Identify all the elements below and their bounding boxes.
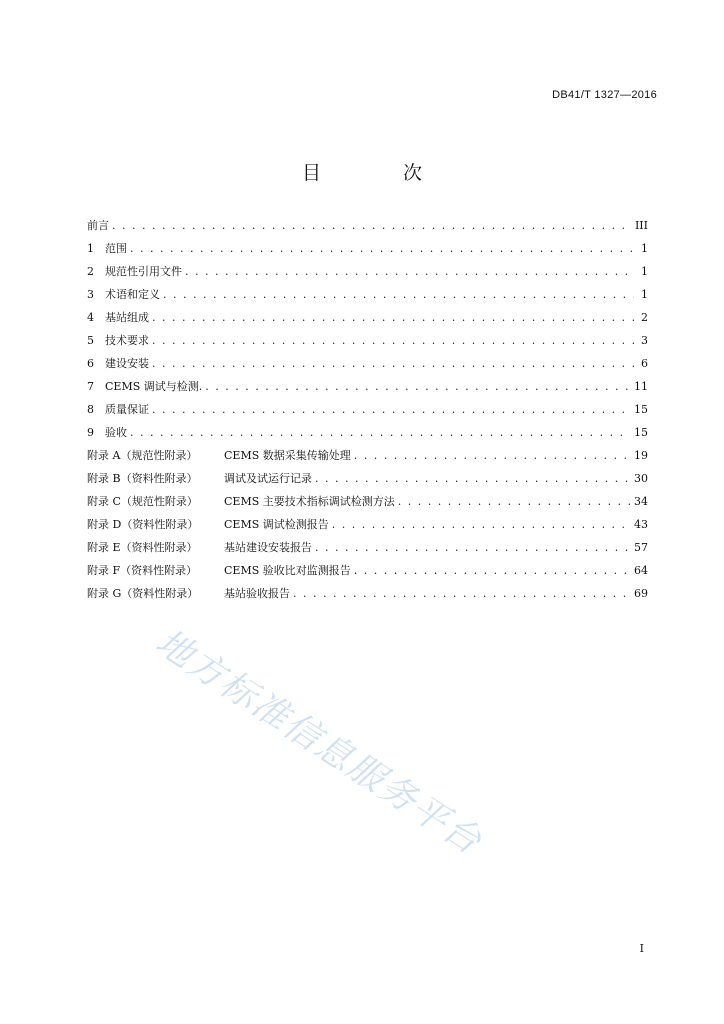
toc-section-title: 基站建设安装报告 xyxy=(224,541,312,554)
toc-section-number: 4 xyxy=(87,311,94,324)
toc-entry-label xyxy=(87,265,182,279)
toc-entry-2[interactable] xyxy=(87,265,648,288)
toc-page-number: 15 xyxy=(634,403,648,416)
toc-page-number: III xyxy=(634,219,648,232)
toc-entry-appendix-g[interactable] xyxy=(87,587,648,610)
toc-section-title: CEMS 调试与检测. xyxy=(105,380,203,393)
toc-entry-foreword[interactable] xyxy=(87,219,648,242)
toc-entry-label xyxy=(87,541,312,555)
toc-entry-9[interactable] xyxy=(87,426,648,449)
toc-section-number: 9 xyxy=(87,426,94,439)
dot-leader xyxy=(205,380,630,394)
toc-entry-8[interactable] xyxy=(87,403,648,426)
toc-section-number: 7 xyxy=(87,380,94,393)
toc-entry-label xyxy=(87,449,351,463)
toc-section-title: 建设安装 xyxy=(105,357,149,370)
toc-entry-label xyxy=(87,311,149,325)
toc-section-title: 范围 xyxy=(105,242,127,255)
toc-page-number: 6 xyxy=(641,357,648,370)
toc-page-number: 2 xyxy=(641,311,648,324)
toc-section-title: CEMS 验收比对监测报告 xyxy=(224,564,351,577)
toc-entry-5[interactable] xyxy=(87,334,648,357)
toc-entry-label xyxy=(87,518,329,532)
toc-page-number: 64 xyxy=(634,564,648,577)
toc-entry-label xyxy=(87,403,149,417)
dot-leader xyxy=(152,311,634,325)
toc-entry-7[interactable] xyxy=(87,380,648,403)
toc-entry-label: 前言 xyxy=(87,219,109,232)
toc-entry-label xyxy=(87,564,351,578)
toc-section-number: 1 xyxy=(87,242,94,255)
toc-entry-1[interactable] xyxy=(87,242,648,265)
toc-section-title: CEMS 主要技术指标调试检测方法 xyxy=(224,495,395,508)
toc-appendix-label: 附录 C（规范性附录） xyxy=(87,495,198,508)
toc-page-number: 1 xyxy=(641,265,648,278)
toc-page-number: 3 xyxy=(641,334,648,347)
standard-code: DB41/T 1327—2016 xyxy=(552,89,657,101)
toc-page-number: 57 xyxy=(634,541,648,554)
toc-page-number: 30 xyxy=(634,472,648,485)
toc-section-title: 调试及试运行记录 xyxy=(224,472,312,485)
toc-entry-label xyxy=(87,357,149,371)
toc-entry-label xyxy=(87,472,312,486)
toc-appendix-label: 附录 F（资料性附录） xyxy=(87,564,198,577)
toc-section-title: 验收 xyxy=(105,426,127,439)
toc-section-title: 质量保证 xyxy=(105,403,149,416)
toc-entry-6[interactable] xyxy=(87,357,648,380)
toc-entry-label xyxy=(87,242,127,256)
toc-entry-appendix-a[interactable] xyxy=(87,449,648,472)
page-title: 目 次 xyxy=(301,162,461,184)
toc-section-title: CEMS 调试检测报告 xyxy=(224,518,329,531)
toc-appendix-label: 附录 E（资料性附录） xyxy=(87,541,198,554)
toc-entry-3[interactable] xyxy=(87,288,648,311)
toc-page-number: 43 xyxy=(634,518,648,531)
toc-page-number: 34 xyxy=(634,495,648,508)
toc-section-number: 8 xyxy=(87,403,94,416)
toc-page-number: 1 xyxy=(641,288,648,301)
toc-entry-4[interactable] xyxy=(87,311,648,334)
page-number: I xyxy=(639,942,644,955)
watermark: 地方标准信息服务平台 xyxy=(148,621,490,864)
toc-appendix-label: 附录 G（资料性附录） xyxy=(87,587,199,600)
dot-leader xyxy=(130,426,630,440)
dot-leader xyxy=(152,334,634,348)
dot-leader xyxy=(293,587,630,601)
toc-entry-label xyxy=(87,495,395,509)
toc-section-title: CEMS 数据采集传输处理 xyxy=(224,449,351,462)
toc-page-number: 11 xyxy=(634,380,648,393)
dot-leader xyxy=(332,518,630,532)
dot-leader xyxy=(398,495,630,509)
toc-entry-label xyxy=(87,587,290,601)
dot-leader xyxy=(315,472,630,486)
dot-leader xyxy=(315,541,630,555)
toc-appendix-label: 附录 D（资料性附录） xyxy=(87,518,199,531)
toc-section-title: 基站组成 xyxy=(105,311,149,324)
toc-page-number: 1 xyxy=(641,242,648,255)
toc-page-number: 19 xyxy=(634,449,648,462)
toc-entry-label xyxy=(87,380,202,394)
toc-section-number: 6 xyxy=(87,357,94,370)
toc-section-title: 规范性引用文件 xyxy=(105,265,182,278)
toc-page-number: 69 xyxy=(634,587,648,600)
toc-appendix-label: 附录 B（资料性附录） xyxy=(87,472,198,485)
dot-leader xyxy=(185,265,634,279)
toc-section-number: 2 xyxy=(87,265,94,278)
dot-leader xyxy=(152,357,634,371)
dot-leader xyxy=(354,449,630,463)
toc-section-title: 术语和定义 xyxy=(105,288,160,301)
dot-leader xyxy=(112,219,631,233)
toc-section-title: 技术要求 xyxy=(105,334,149,347)
dot-leader xyxy=(163,288,634,302)
toc-entry-label xyxy=(87,334,149,348)
toc-entry-appendix-b[interactable] xyxy=(87,472,648,495)
toc-section-title: 基站验收报告 xyxy=(224,587,290,600)
toc-entry-appendix-f[interactable] xyxy=(87,564,648,587)
toc-entry-label xyxy=(87,288,160,302)
toc-section-number: 3 xyxy=(87,288,94,301)
toc-section-number: 5 xyxy=(87,334,94,347)
dot-leader xyxy=(354,564,630,578)
toc-entry-appendix-d[interactable] xyxy=(87,518,648,541)
toc-entry-appendix-c[interactable] xyxy=(87,495,648,518)
toc-entry-label xyxy=(87,426,127,440)
table-of-contents xyxy=(87,219,648,610)
dot-leader xyxy=(130,242,634,256)
dot-leader xyxy=(152,403,630,417)
toc-entry-appendix-e[interactable] xyxy=(87,541,648,564)
toc-page-number: 15 xyxy=(634,426,648,439)
toc-appendix-label: 附录 A（规范性附录） xyxy=(87,449,198,462)
